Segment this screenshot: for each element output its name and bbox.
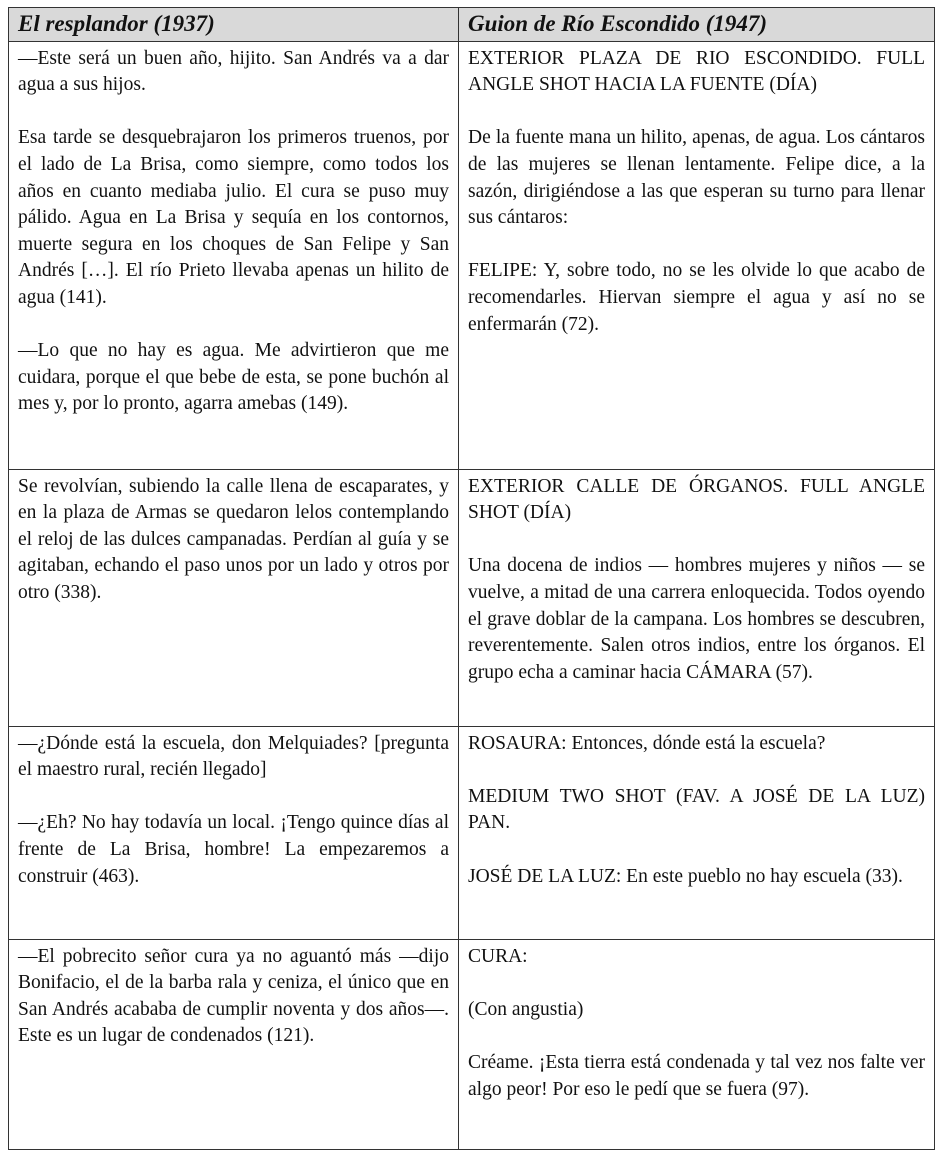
paragraph: CURA: xyxy=(468,945,528,967)
right-cell xyxy=(459,41,935,469)
paragraph: (Con angustia) xyxy=(468,998,584,1020)
table-row xyxy=(9,726,935,939)
paragraph: De la fuente mana un hilito, apenas, de agua. Los cántaros de las mujeres se llenan lentamente. Felipe dice, a la sazón, dirigiéndose a las que esperan su turno para llenar sus cántaros: xyxy=(468,127,925,229)
paragraph: Créame. ¡Esta tierra está condenada y tal vez nos falte ver algo peor! Por eso le pedí que se fuera (97). xyxy=(468,1051,925,1100)
paragraph: —Lo que no hay es agua. Me advirtieron que me cuidara, porque el que bebe de esta, se pone buchón al mes y, por lo pronto, agarra amebas (149). xyxy=(18,340,449,415)
paragraph: EXTERIOR CALLE DE ÓRGANOS. FULL ANGLE SHOT (DÍA) xyxy=(468,475,925,524)
right-cell xyxy=(459,726,935,939)
header-guion-rio-escondido: Guion de Río Escondido (1947) xyxy=(459,8,935,42)
paragraph: ROSAURA: Entonces, dónde está la escuela? xyxy=(468,732,826,754)
paragraph: Una docena de indios — hombres mujeres y niños — se vuelve, a mitad de una carrera enloquecida. Todos oyendo el grave doblar de la campana. Los hombres se descubren, reverentemente. Salen otros indios, entre los órganos. El grupo echa a caminar hacia CÁMARA (57). xyxy=(468,555,925,683)
left-cell xyxy=(9,726,459,939)
right-cell xyxy=(459,939,935,1149)
paragraph: Se revolvían, subiendo la calle llena de escaparates, y en la plaza de Armas se quedaron lelos contemplando el reloj de las dulces campanadas. Perdían al guía y se agitaban, echando el paso unos por un lado y otros por otro (338). xyxy=(18,475,449,603)
comparison-table xyxy=(8,7,935,1150)
paragraph: —¿Dónde está la escuela, don Melquiades? [pregunta el maestro rural, recién llegado] xyxy=(18,732,449,781)
table-row xyxy=(9,41,935,469)
left-cell xyxy=(9,469,459,726)
table-row xyxy=(9,469,935,726)
header-el-resplandor: El resplandor (1937) xyxy=(9,8,459,42)
right-cell xyxy=(459,469,935,726)
header-row xyxy=(9,8,935,42)
paragraph: FELIPE: Y, sobre todo, no se les olvide lo que acabo de recomendarles. Hiervan siempre el agua y así no se enfermarán (72). xyxy=(468,260,925,335)
left-cell xyxy=(9,939,459,1149)
table-row xyxy=(9,939,935,1149)
paragraph: MEDIUM TWO SHOT (FAV. A JOSÉ DE LA LUZ) PAN. xyxy=(468,785,925,834)
paragraph: JOSÉ DE LA LUZ: En este pueblo no hay escuela (33). xyxy=(468,865,903,887)
paragraph: —El pobrecito señor cura ya no aguantó más —dijo Bonifacio, el de la barba rala y ceniza, el único que en San Andrés acababa de cumplir noventa y dos años—. Este es un lugar de condenados (121). xyxy=(18,945,449,1047)
paragraph: —¿Eh? No hay todavía un local. ¡Tengo quince días al frente de La Brisa, hombre! La empezaremos a construir (463). xyxy=(18,812,449,887)
paragraph: —Este será un buen año, hijito. San Andrés va a dar agua a sus hijos. xyxy=(18,47,449,96)
paragraph: Esa tarde se desquebrajaron los primeros truenos, por el lado de La Brisa, como siempre, como todos los años en cuanto mediaba julio. El cura se puso muy pálido. Agua en La Brisa y sequía en los contornos, muerte segura en los choques de San Felipe y San Andrés […]. El río Prieto llevaba apenas un hilito de agua (141). xyxy=(18,127,449,308)
paragraph: EXTERIOR PLAZA DE RIO ESCONDIDO. FULL ANGLE SHOT HACIA LA FUENTE (DÍA) xyxy=(468,47,925,96)
left-cell xyxy=(9,41,459,469)
